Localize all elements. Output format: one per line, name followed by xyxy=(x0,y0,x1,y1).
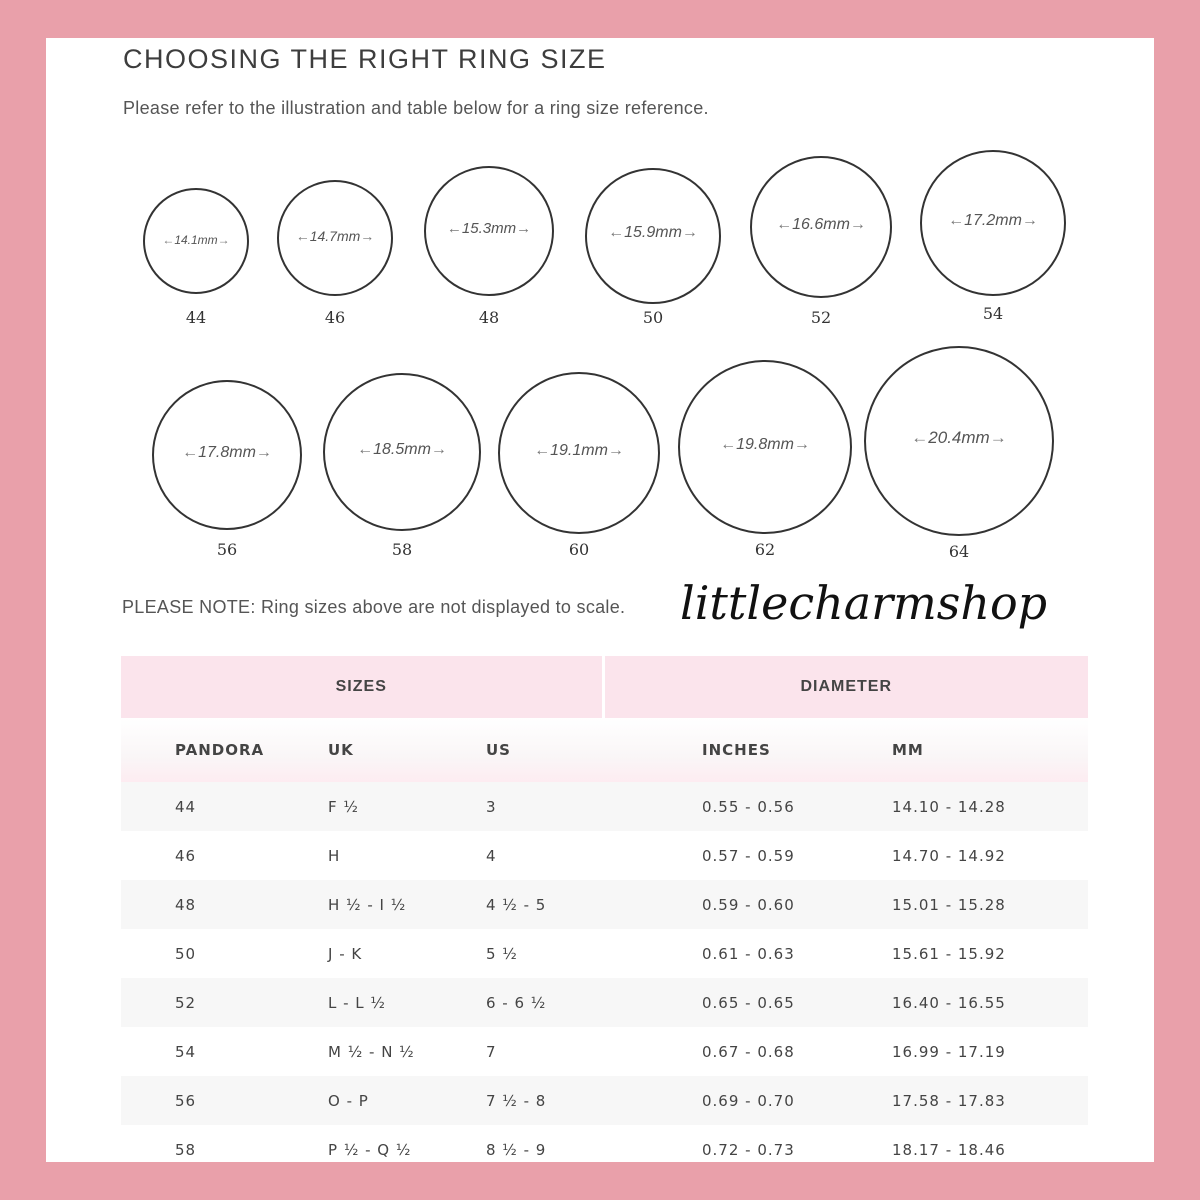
cell-pandora: 44 xyxy=(121,782,328,831)
ring-size-label: 52 xyxy=(810,308,832,327)
cell-mm: 17.58 - 17.83 xyxy=(892,1076,1088,1125)
cell-us: 8 ½ - 9 xyxy=(486,1125,603,1162)
column-header-pandora: PANDORA xyxy=(121,718,328,782)
ring-diameter-label: ←19.8mm→ xyxy=(720,436,810,453)
cell-pandora: 52 xyxy=(121,978,328,1027)
cell-pandora: 46 xyxy=(121,831,328,880)
ring-size-label: 48 xyxy=(478,308,500,327)
ring-diameter-label: ←18.5mm→ xyxy=(357,441,447,458)
column-header-us: US xyxy=(486,718,603,782)
cell-us: 4 xyxy=(486,831,603,880)
ring-size-64 xyxy=(864,346,1054,560)
cell-inches: 0.55 - 0.56 xyxy=(603,782,892,831)
table-row xyxy=(121,880,1088,929)
cell-mm: 14.10 - 14.28 xyxy=(892,782,1088,831)
ring-size-label: 44 xyxy=(185,308,207,327)
ring-diameter-label: ←15.9mm→ xyxy=(608,224,698,241)
table-row xyxy=(121,1125,1088,1162)
cell-pandora: 48 xyxy=(121,880,328,929)
cell-pandora: 50 xyxy=(121,929,328,978)
ring-diameter-label: ←15.3mm→ xyxy=(446,220,532,237)
ring-diameter-label: ←14.1mm→ xyxy=(162,233,230,247)
table-row xyxy=(121,929,1088,978)
ring-diameter-label: ←20.4mm→ xyxy=(911,428,1007,447)
ring-size-label: 56 xyxy=(216,540,238,559)
ring-size-table xyxy=(121,656,1088,1162)
cell-inches: 0.61 - 0.63 xyxy=(603,929,892,978)
cell-mm: 15.01 - 15.28 xyxy=(892,880,1088,929)
ring-size-46 xyxy=(277,180,393,328)
ring-size-56 xyxy=(152,380,302,560)
cell-us: 7 xyxy=(486,1027,603,1076)
table-row xyxy=(121,978,1088,1027)
cell-mm: 14.70 - 14.92 xyxy=(892,831,1088,880)
ring-size-label: 46 xyxy=(324,308,346,327)
ring-size-52 xyxy=(750,156,892,328)
ring-size-50 xyxy=(585,168,721,328)
cell-us: 5 ½ xyxy=(486,929,603,978)
cell-us: 3 xyxy=(486,782,603,831)
ring-size-62 xyxy=(678,360,852,560)
table-column-header-row xyxy=(121,718,1088,782)
ring-diameter-label: ←16.6mm→ xyxy=(776,216,866,233)
cell-us: 6 - 6 ½ xyxy=(486,978,603,1027)
cell-inches: 0.67 - 0.68 xyxy=(603,1027,892,1076)
ring-size-54 xyxy=(920,150,1066,324)
ring-size-card xyxy=(46,38,1154,1162)
table-group-header-row xyxy=(121,656,1088,718)
table-row xyxy=(121,831,1088,880)
cell-mm: 15.61 - 15.92 xyxy=(892,929,1088,978)
cell-mm: 16.99 - 17.19 xyxy=(892,1027,1088,1076)
cell-uk: O - P xyxy=(328,1076,486,1125)
cell-pandora: 58 xyxy=(121,1125,328,1162)
cell-us: 7 ½ - 8 xyxy=(486,1076,603,1125)
table-row xyxy=(121,1027,1088,1076)
cell-mm: 16.40 - 16.55 xyxy=(892,978,1088,1027)
cell-uk: H xyxy=(328,831,486,880)
ring-size-label: 64 xyxy=(948,542,970,561)
ring-diameter-label: ←17.2mm→ xyxy=(948,212,1038,229)
page-title: CHOOSING THE RIGHT RING SIZE xyxy=(123,44,607,74)
scale-note: PLEASE NOTE: Ring sizes above are not displayed to scale. xyxy=(122,597,626,617)
table-body xyxy=(121,782,1088,1162)
cell-inches: 0.69 - 0.70 xyxy=(603,1076,892,1125)
ring-size-58 xyxy=(323,373,481,560)
cell-inches: 0.72 - 0.73 xyxy=(603,1125,892,1162)
ring-size-60 xyxy=(498,372,660,560)
ring-size-44 xyxy=(143,188,249,328)
column-header-mm: MM xyxy=(892,718,1088,782)
cell-uk: H ½ - I ½ xyxy=(328,880,486,929)
ring-diameter-label: ←17.8mm→ xyxy=(182,444,272,461)
cell-uk: F ½ xyxy=(328,782,486,831)
cell-mm: 18.17 - 18.46 xyxy=(892,1125,1088,1162)
brand-watermark: littlecharmshop xyxy=(680,576,1048,630)
ring-size-label: 54 xyxy=(982,304,1004,323)
cell-inches: 0.65 - 0.65 xyxy=(603,978,892,1027)
ring-size-label: 50 xyxy=(642,308,664,327)
cell-inches: 0.57 - 0.59 xyxy=(603,831,892,880)
column-header-inches: INCHES xyxy=(603,718,892,782)
cell-uk: L - L ½ xyxy=(328,978,486,1027)
ring-diameter-label: ←19.1mm→ xyxy=(534,442,624,459)
table-row xyxy=(121,782,1088,831)
sizes-group-header: SIZES xyxy=(121,656,603,718)
cell-uk: M ½ - N ½ xyxy=(328,1027,486,1076)
cell-inches: 0.59 - 0.60 xyxy=(603,880,892,929)
cell-pandora: 56 xyxy=(121,1076,328,1125)
ring-diameter-label: ←14.7mm→ xyxy=(295,228,375,244)
intro-text: Please refer to the illustration and table below for a ring size reference. xyxy=(123,98,709,118)
cell-uk: P ½ - Q ½ xyxy=(328,1125,486,1162)
cell-us: 4 ½ - 5 xyxy=(486,880,603,929)
column-header-uk: UK xyxy=(328,718,486,782)
ring-size-label: 60 xyxy=(568,540,590,559)
table-row xyxy=(121,1076,1088,1125)
ring-size-48 xyxy=(424,166,554,328)
ring-size-label: 62 xyxy=(754,540,776,559)
ring-size-label: 58 xyxy=(391,540,413,559)
cell-pandora: 54 xyxy=(121,1027,328,1076)
diameter-group-header: DIAMETER xyxy=(603,656,1088,718)
cell-uk: J - K xyxy=(328,929,486,978)
